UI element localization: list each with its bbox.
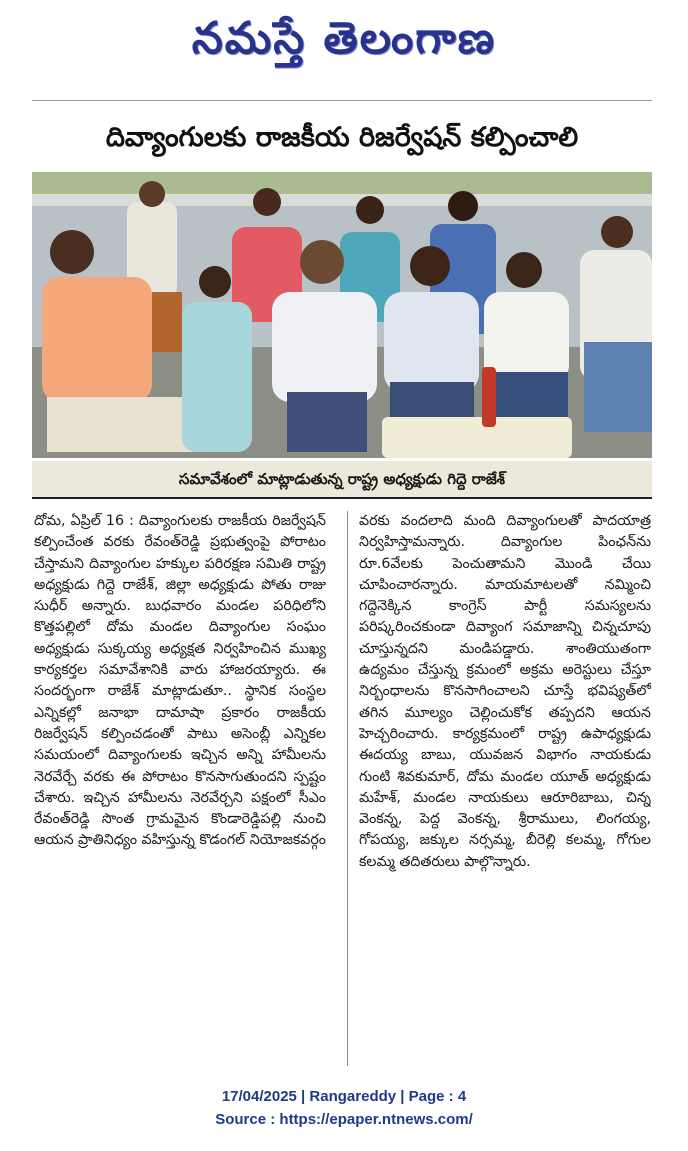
masthead-divider bbox=[32, 100, 652, 101]
water-bottle bbox=[482, 367, 496, 427]
table bbox=[382, 417, 572, 458]
article-photo bbox=[32, 172, 652, 458]
photo-caption: సమావేశంలో మాట్లాడుతున్న రాష్ట్ర అధ్యక్షుడు గిద్దె రాజేశ్ bbox=[32, 461, 652, 499]
newspaper-masthead: నమస్తే తెలంగాణ bbox=[191, 13, 497, 64]
article-headline: దివ్యాంగులకు రాజకీయ రిజర్వేషన్ కల్పించాలి bbox=[105, 122, 579, 153]
footer-source-link[interactable]: Source : https://epaper.ntnews.com/ bbox=[215, 1111, 473, 1128]
footer-date-line: 17/04/2025 | Rangareddy | Page : 4 bbox=[221, 1088, 467, 1105]
article-column-right: వరకు వందలాది మంది దివ్యాంగులతో పాదయాత్ర నిర్వహిస్తామన్నారు. దివ్యాంగుల పింఛన్‌ను రూ.6వేలకు పెంచుతామని మొండి చేయి చూపించారన్నారు. మాయమాటలతో నమ్మించి గద్దెనెక్కిన కాంగ్రెస్ పార్టీ సమస్యలను పరిష్కరించకుండా దివ్యాంగ సమాజాన్ని చిన్నచూపు చూస్తున్నదని మండిపడ్డారు. శాంతియుతంగా ఉద్యమం చేస్తున్న క్రమంలో అక్రమ అరెస్టులు చేస్తూ నిర్బంధాలను కొనసాగించాలని చూస్తే భవిష్యత్‌లో తగిన మూల్యం చెల్లించుకోక తప్పదని ఆయన హెచ్చరించారు. కార్యక్రమంలో రాష్ట్ర ఉపాధ్యక్షుడు ఈదయ్య బాబు, యువజన విభాగం నాయకుడు గుంటి శివకుమార్, దోమ మండల యూత్ అధ్యక్షుడు మహేశ్, మండల నాయకులు ఆరూరిబాబు, చిన్న వెంకన్న, పెద్ద వెంకన్న, శ్రీరాములు, లింగయ్య, గోపయ్య, జక్కుల నర్సమ్మ, బీరెల్లి కలమ్మ, గోగుల కలమ్మ తదితరులు పాల్గొన్నారు. bbox=[359, 513, 651, 870]
column-divider bbox=[347, 511, 348, 1066]
article-column-left: దోమ, ఏప్రిల్ 16 : దివ్యాంగులకు రాజకీయ రిజర్వేషన్ కల్పించేంత వరకు రేవంత్‌రెడ్డి ప్రభుత్వంపై పోరాటం చేస్తామని దివ్యాంగుల హక్కుల పరిరక్షణ సమితి రాష్ట్ర అధ్యక్షుడు గిద్దె రాజేశ్, జిల్లా అధ్యక్షుడు పోతు రాజు సుధీర్ అన్నారు. బుధవారం మండల పరిధిలోని కొత్తపల్లిలో దోమ మండల దివ్యాంగుల సంఘం అధ్యక్షుడు సుక్కయ్య అధ్యక్షత నిర్వహించిన ముఖ్య కార్యకర్తల సమావేశానికి వారు హాజరయ్యారు. ఈ సందర్భంగా రాజేశ్ మాట్లాడుతూ.. స్థానిక సంస్థల ఎన్నికల్లో జనాభా దామాషా ప్రకారం రాజకీయ రిజర్వేషన్ కల్పించడంతో పాటు అసెంబ్లీ ఎన్నికల సమయంలో దివ్యాంగులకు ఇచ్చిన అన్ని హామీలను నెరవేర్చే వరకు ఈ పోరాటం కొనసాగుతుందని స్పష్టం చేశారు. ఇచ్చిన హామీలను నెరవేర్చని పక్షంలో సీఎం రేవంత్‌రెడ్డి సొంత గ్రామమైన కొండారెడ్డిపల్లి నుంచి ఆయన ప్రాతినిధ్యం వహిస్తున్న కొడంగల్ నియోజకవర్గం bbox=[34, 513, 326, 849]
